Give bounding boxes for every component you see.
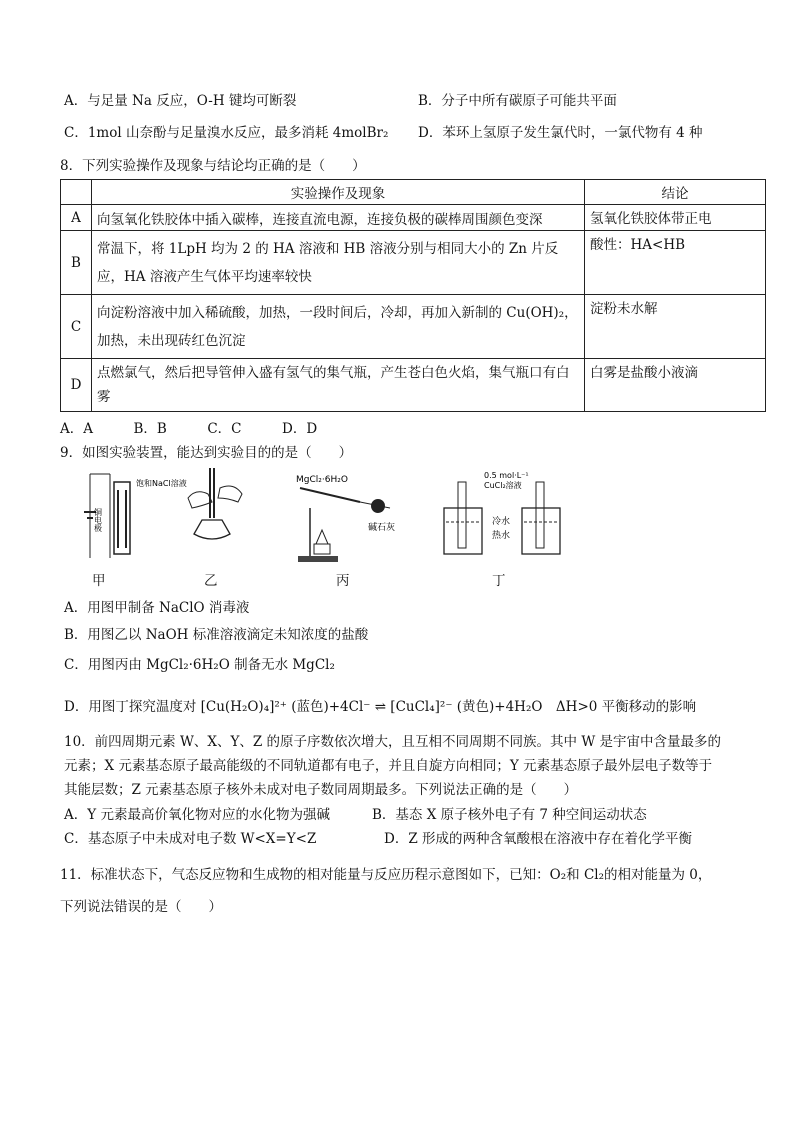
label-hot-water: 热水 xyxy=(492,531,511,541)
q10-option-b: B．基态 X 原子核外电子有 7 种空间运动状态 xyxy=(372,807,647,823)
q9-option-b: B．用图乙以 NaOH 标准溶液滴定未知浓度的盐酸 xyxy=(64,627,369,643)
row-conclusion: 氢氧化铁胶体带正电 xyxy=(585,205,766,231)
q8-stem: 8．下列实验操作及现象与结论均正确的是（ ） xyxy=(60,158,366,174)
q9-option-a: A．用图甲制备 NaClO 消毒液 xyxy=(64,600,250,616)
q7-option-b: B．分子中所有碳原子可能共平面 xyxy=(418,93,617,109)
figure-label-ding: 丁 xyxy=(492,573,506,589)
q7-option-a: A．与足量 Na 反应，O-H 键均可断裂 xyxy=(64,93,297,109)
label-nacl-solution: 饱和NaCl溶液 xyxy=(136,479,187,488)
figure-label-jia: 甲 xyxy=(92,573,106,589)
row-label: B xyxy=(61,231,92,295)
q8-choices: A．A B．B C．C D．D xyxy=(60,421,318,437)
figure-label-yi: 乙 xyxy=(204,573,218,589)
figure-bing-heating xyxy=(290,468,420,568)
row-operation: 点燃氯气，然后把导管伸入盛有氢气的集气瓶，产生苍白色火焰，集气瓶口有白雾 xyxy=(92,359,585,412)
q10-option-d: D．Z 形成的两种含氧酸根在溶液中存在着化学平衡 xyxy=(384,831,692,847)
figure-ding-temperature xyxy=(440,468,570,568)
figure-jia-electrolysis xyxy=(80,468,187,568)
row-operation: 向氢氧化铁胶体中插入碳棒，连接直流电源，连接负极的碳棒周围颜色变深 xyxy=(92,205,585,231)
row-operation: 常温下，将 1LpH 均为 2 的 HA 溶液和 HB 溶液分别与相同大小的 Zn 片反应，HA 溶液产生气体平均速率较快 xyxy=(92,231,585,295)
row-label: C xyxy=(61,295,92,359)
label-cold-water: 冷水 xyxy=(492,517,511,527)
q10-stem-line2: 元素；X 元素基态原子最高能级的不同轨道都有电子，并且自旋方向相同；Y 元素基态原子最外层电子数等于 xyxy=(64,758,713,774)
row-conclusion: 白雾是盐酸小液滴 xyxy=(585,359,766,412)
q11-stem-line2: 下列说法错误的是（ ） xyxy=(60,899,222,915)
label-copper-electrode: 铜电极 xyxy=(93,508,103,532)
q10-option-c: C．基态原子中未成对电子数 W<X=Y<Z xyxy=(64,831,317,847)
figure-yi-titration xyxy=(172,468,252,568)
q10-stem-line3: 其能层数；Z 元素基态原子核外未成对电子数同周期最多。下列说法正确的是（ ） xyxy=(64,782,578,798)
table-row xyxy=(61,205,766,231)
header-operation: 实验操作及现象 xyxy=(92,180,585,205)
q10-stem-line1: 10．前四周期元素 W、X、Y、Z 的原子序数依次增大，且互相不同周期不同族。其中 W 是宇宙中含量最多的 xyxy=(64,734,721,750)
table-row xyxy=(61,231,766,295)
table-row xyxy=(61,295,766,359)
label-mgcl2: MgCl₂·6H₂O xyxy=(296,475,348,485)
q7-option-d: D．苯环上氢原子发生氯代时，一氯代物有 4 种 xyxy=(418,125,703,141)
row-conclusion: 酸性：HA<HB xyxy=(585,231,766,295)
label-soda-lime: 碱石灰 xyxy=(368,523,396,533)
q9-option-c: C．用图丙由 MgCl₂·6H₂O 制备无水 MgCl₂ xyxy=(64,657,335,673)
experiment-table xyxy=(60,179,766,412)
label-cucl2-solution: CuCl₂溶液 xyxy=(484,481,522,490)
q9-stem: 9．如图实验装置，能达到实验目的的是（ ） xyxy=(60,445,353,461)
header-conclusion: 结论 xyxy=(585,180,766,205)
q9-option-d: D．用图丁探究温度对 [Cu(H₂O)₄]²⁺ (蓝色)+4Cl⁻ ⇌ [CuCl₄]²⁻ (黄色)+4H₂O ΔH>0 平衡移动的影响 xyxy=(64,699,697,715)
row-operation: 向淀粉溶液中加入稀硫酸，加热，一段时间后，冷却，再加入新制的 Cu(OH)₂，加热，未出现砖红色沉淀 xyxy=(92,295,585,359)
header-empty xyxy=(61,180,92,205)
row-label: A xyxy=(61,205,92,231)
row-label: D xyxy=(61,359,92,412)
table-header-row xyxy=(61,180,766,205)
q7-option-c: C．1mol 山奈酚与足量溴水反应，最多消耗 4molBr₂ xyxy=(64,125,389,141)
q10-option-a: A．Y 元素最高价氧化物对应的水化物为强碱 xyxy=(64,807,330,823)
figure-label-bing: 丙 xyxy=(336,573,350,589)
row-conclusion: 淀粉未水解 xyxy=(585,295,766,359)
q11-stem-line1: 11．标准状态下，气态反应物和生成物的相对能量与反应历程示意图如下，已知：O₂和 Cl₂的相对能量为 0， xyxy=(60,867,712,883)
label-cucl2-conc: 0.5 mol·L⁻¹ xyxy=(484,471,529,480)
table-row xyxy=(61,359,766,412)
